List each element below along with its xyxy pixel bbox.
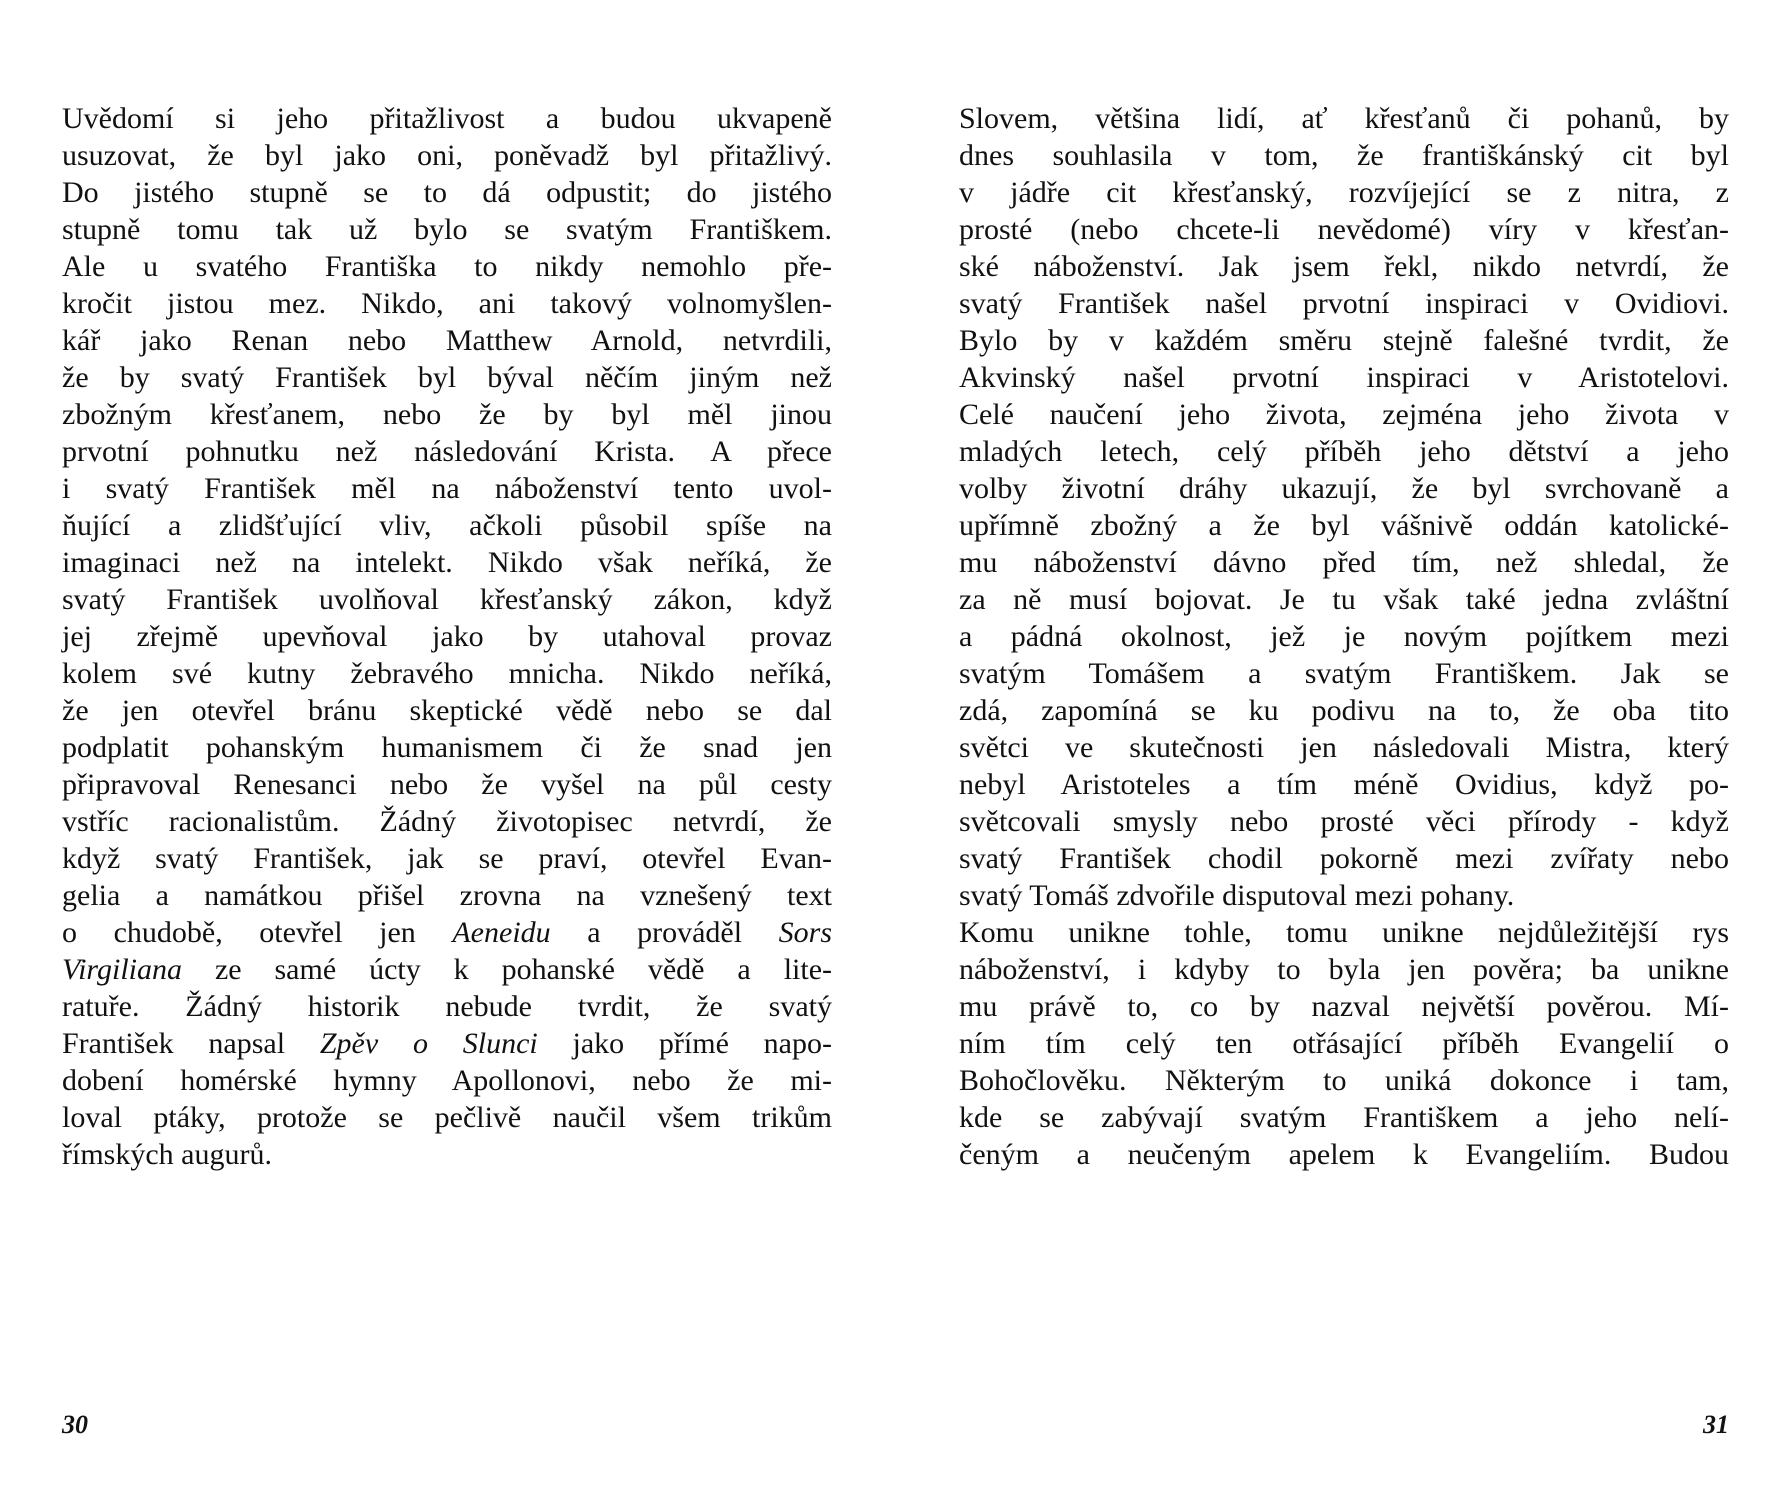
text-line: ratuře. Žádný historik nebude tvrdit, že svatý	[62, 990, 832, 1023]
text-line: připravoval Renesanci nebo že vyšel na půl cesty	[62, 768, 832, 801]
text-run: o chudobě, otevřel jen	[62, 916, 453, 949]
left-page-text	[62, 100, 832, 1173]
text-line: světcovali smysly nebo prosté věci přírody - když	[959, 805, 1729, 838]
text-line: imaginaci než na intelekt. Nikdo však neříká, že	[62, 546, 832, 579]
text-line: že jen otevřel bránu skeptické vědě nebo se dal	[62, 694, 832, 727]
text-line: že by svatý František byl býval něčím jiným než	[62, 361, 832, 394]
text-line: čeným a neučeným apelem k Evangeliím. Budou	[959, 1138, 1729, 1171]
text-line: kde se zabývají svatým Františkem a jeho nelí-	[959, 1101, 1729, 1134]
text-line: kročit jistou mez. Nikdo, ani takový volnomyšlen-	[62, 287, 832, 320]
text-line: a pádná okolnost, jež je novým pojítkem mezi	[959, 620, 1729, 653]
text-line: ské náboženství. Jak jsem řekl, nikdo netvrdí, že	[959, 250, 1729, 283]
text-line: Komu unikne tohle, tomu unikne nejdůležitější rys	[959, 916, 1729, 949]
text-line: ňující a zlidšťující vliv, ačkoli působil spíše na	[62, 509, 832, 542]
text-line	[62, 951, 832, 988]
text-line: Bylo by v každém směru stejně falešné tvrdit, že	[959, 324, 1729, 357]
text-run: František napsal	[62, 1027, 320, 1060]
text-line: usuzovat, že byl jako oni, poněvadž byl přitažlivý.	[62, 139, 832, 172]
text-line: nebyl Aristoteles a tím méně Ovidius, když po-	[959, 768, 1729, 801]
text-line: loval ptáky, protože se pečlivě naučil všem trikům	[62, 1101, 832, 1134]
text-line: svatý František našel prvotní inspiraci v Ovidiovi.	[959, 287, 1729, 320]
text-line	[62, 1025, 832, 1062]
page-number-right: 31	[1703, 1410, 1729, 1439]
text-line: Bohočlověku. Některým to uniká dokonce i tam,	[959, 1064, 1729, 1097]
text-line: mu právě to, co by nazval největší pověrou. Mí-	[959, 990, 1729, 1023]
text-run: a prováděl	[550, 916, 779, 949]
latin-phrase: Virgiliana	[62, 953, 182, 986]
text-line: upřímně zbožný a že byl vášnivě oddán katolické-	[959, 509, 1729, 542]
text-line: svatý František chodil pokorně mezi zvířaty nebo	[959, 842, 1729, 875]
text-line: římských augurů.	[62, 1138, 272, 1171]
text-run: jako přímé napo-	[537, 1027, 832, 1060]
text-line: i svatý František měl na náboženství tento uvol-	[62, 472, 832, 505]
text-line: stupně tomu tak už bylo se svatým Františkem.	[62, 213, 832, 246]
text-line: Slovem, většina lidí, ať křesťanů či pohanů, by	[959, 102, 1729, 135]
text-line: prvotní pohnutku než následování Krista. A přece	[62, 435, 832, 468]
text-line: dnes souhlasila v tom, že františkánský cit byl	[959, 139, 1729, 172]
latin-phrase: Sors	[778, 916, 832, 949]
text-line: ním tím celý ten otřásající příběh Evangelií o	[959, 1027, 1729, 1060]
text-line: dobení homérské hymny Apollonovi, nebo že mi-	[62, 1064, 832, 1097]
text-line: Celé naučení jeho života, zejména jeho života v	[959, 398, 1729, 431]
text-line: svatý Tomáš zdvořile disputoval mezi pohany.	[959, 879, 1515, 912]
text-line: prosté (nebo chcete-li nevědomé) víry v křesťan-	[959, 213, 1729, 246]
page-number-left: 30	[62, 1410, 88, 1439]
text-line: kolem své kutny žebravého mnicha. Nikdo neříká,	[62, 657, 832, 690]
text-line: Akvinský našel prvotní inspiraci v Aristotelovi.	[959, 361, 1729, 394]
text-line: v jádře cit křesťanský, rozvíjející se z nitra, z	[959, 176, 1729, 209]
text-line: volby životní dráhy ukazují, že byl svrchovaně a	[959, 472, 1729, 505]
text-line: mu náboženství dávno před tím, než shledal, že	[959, 546, 1729, 579]
text-run: ze samé úcty k pohanské vědě a lite-	[182, 953, 832, 986]
book-title-aeneid: Aeneidu	[452, 916, 551, 949]
text-line: mladých letech, celý příběh jeho dětství a jeho	[959, 435, 1729, 468]
text-line: kář jako Renan nebo Matthew Arnold, netvrdili,	[62, 324, 832, 357]
text-line: světci ve skutečnosti jen následovali Mistra, který	[959, 731, 1729, 764]
text-line: Uvědomí si jeho přitažlivost a budou ukvapeně	[62, 102, 832, 135]
text-line: když svatý František, jak se praví, otevřel Evan-	[62, 842, 832, 875]
right-page	[893, 0, 1786, 1500]
text-line: Do jistého stupně se to dá odpustit; do jistého	[62, 176, 832, 209]
text-line: zdá, zapomíná se ku podivu na to, že oba tito	[959, 694, 1729, 727]
text-line: gelia a namátkou přišel zrovna na vznešený text	[62, 879, 832, 912]
text-line: svatý František uvolňoval křesťanský zákon, když	[62, 583, 832, 616]
text-line: svatým Tomášem a svatým Františkem. Jak se	[959, 657, 1729, 690]
song-title: Zpěv o Slunci	[319, 1027, 538, 1060]
text-line: jej zřejmě upevňoval jako by utahoval provaz	[62, 620, 832, 653]
right-page-text	[959, 100, 1729, 1173]
text-line: za ně musí bojovat. Je tu však také jedna zvláštní	[959, 583, 1729, 616]
text-line: podplatit pohanským humanismem či že snad jen	[62, 731, 832, 764]
text-line	[62, 914, 832, 951]
text-line: Ale u svatého Františka to nikdy nemohlo pře-	[62, 250, 832, 283]
text-line: náboženství, i kdyby to byla jen pověra; ba unikne	[959, 953, 1729, 986]
text-line: vstříc racionalistům. Žádný životopisec netvrdí, že	[62, 805, 832, 838]
text-line: zbožným křesťanem, nebo že by byl měl jinou	[62, 398, 832, 431]
